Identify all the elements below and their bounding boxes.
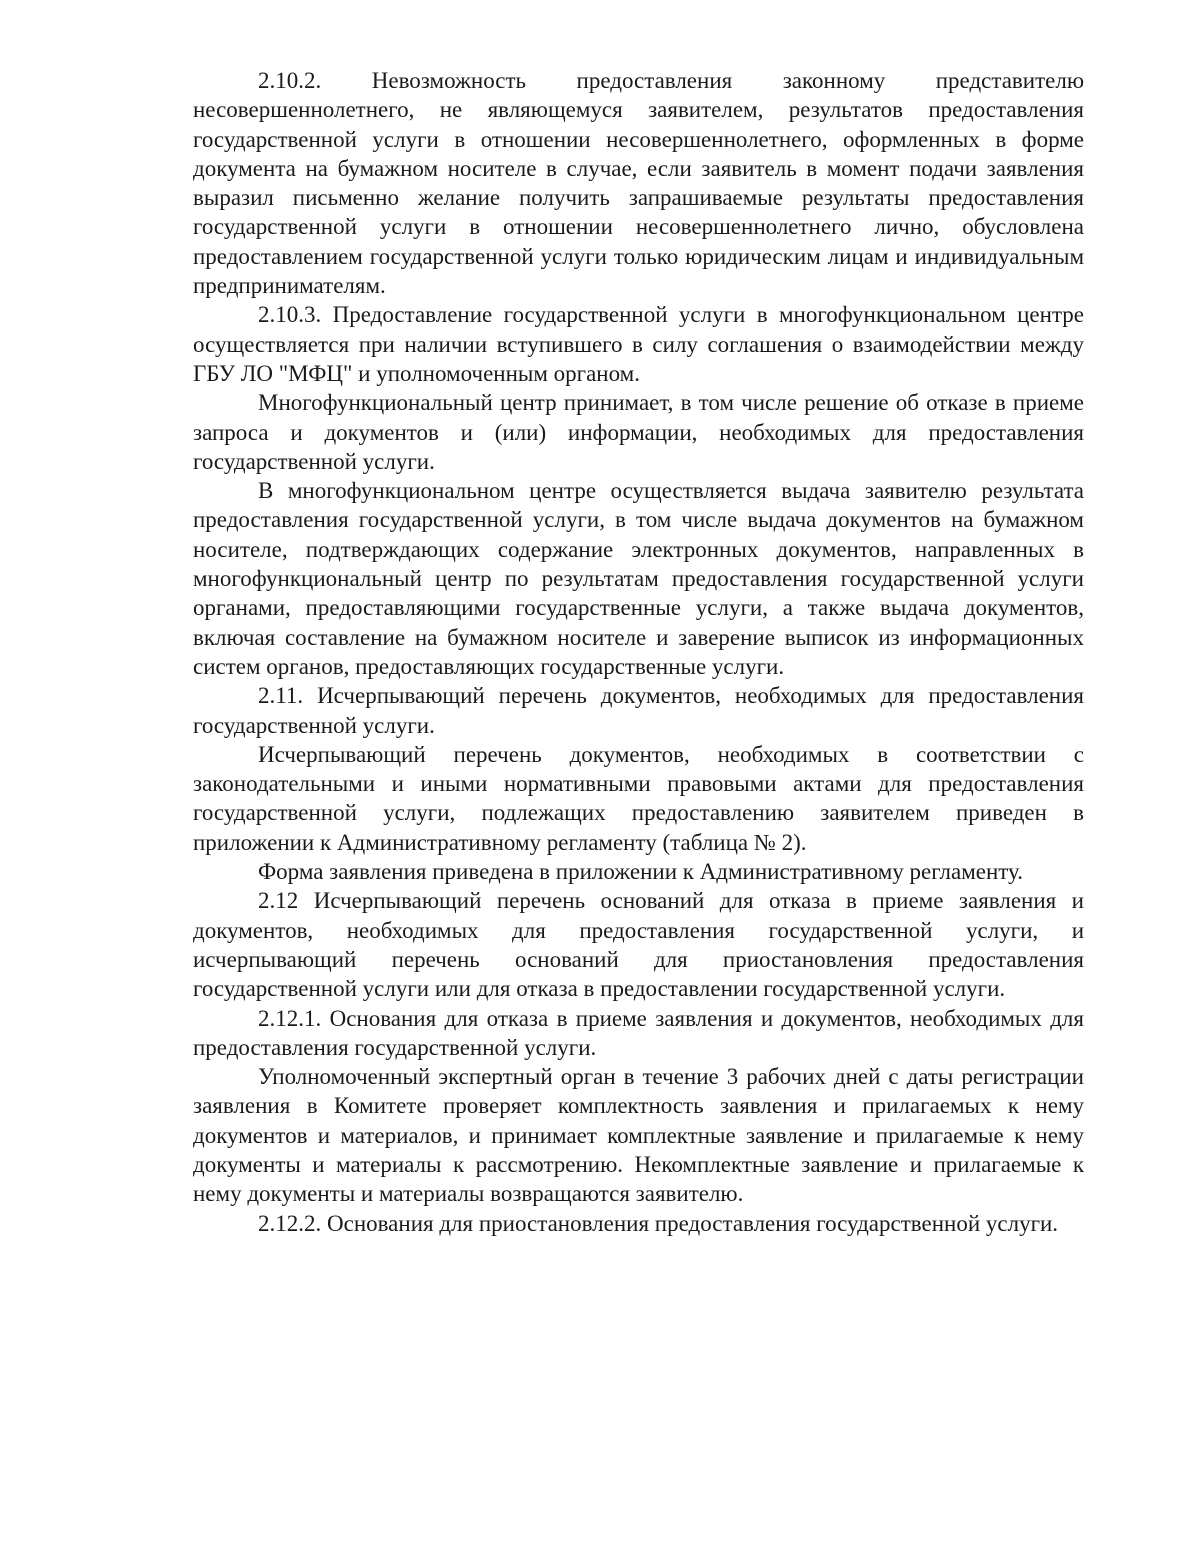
paragraph-2-12: 2.12 Исчерпывающий перечень оснований для отказа в приеме заявления и документов, необходимых для предоставления государственной услуги, и исчерпывающий перечень оснований для приостановления предоставления государственной услуги или для отказа в предоставлении государственной услуги.: [193, 888, 1084, 1002]
paragraph-2-11: 2.11. Исчерпывающий перечень документов, необходимых для предоставления государственной услуги.: [193, 683, 1084, 738]
paragraph-2-12-2: 2.12.2. Основания для приостановления предоставления государственной услуги.: [258, 1210, 1059, 1236]
paragraph-2-10-3: 2.10.3. Предоставление государственной услуги в многофункциональном центре осуществляется при наличии вступившего в силу соглашения о взаимодействии между ГБУ ЛО "МФЦ" и уполномоченным органом.: [193, 302, 1084, 386]
paragraph-2-10-2: 2.10.2. Невозможность предоставления законному представителю несовершеннолетнего, не являющемуся заявителем, результатов предоставления государственной услуги в отношении несовершеннолетнего, оформленных в форме документа на бумажном носителе в случае, если заявитель в момент подачи заявления выразил письменно желание получить запрашиваемые результаты предоставления государственной услуги в отношении несовершеннолетнего лично, обусловлена предоставлением государственной услуги только юридическим лицам и индивидуальным предпринимателям.: [193, 68, 1084, 299]
paragraph-expert-review: Уполномоченный экспертный орган в течение 3 рабочих дней с даты регистрации заявления в Комитете проверяет комплектность заявления и прилагаемых к нему документов и материалов, и принимает комплектные заявление и прилагаемые к нему документы и материалы к рассмотрению. Некомплектные заявление и прилагаемые к нему документы и материалы возвращаются заявителю.: [193, 1064, 1084, 1207]
paragraph-mfc-refusal: Многофункциональный центр принимает, в том числе решение об отказе в приеме запроса и документов и (или) информации, необходимых для предоставления государственной услуги.: [193, 390, 1084, 474]
paragraph-documents-list: Исчерпывающий перечень документов, необходимых в соответствии с законодательными и иными нормативными правовыми актами для предоставления государственной услуги, подлежащих предоставлению заявителем приведен в приложении к Административному регламенту (таблица № 2).: [193, 741, 1084, 855]
document-page: [193, 66, 1084, 1238]
paragraph-application-form: Форма заявления приведена в приложении к Административному регламенту.: [258, 859, 1023, 885]
paragraph-2-12-1: 2.12.1. Основания для отказа в приеме заявления и документов, необходимых для предоставления государственной услуги.: [193, 1005, 1084, 1060]
paragraph-mfc-issuance: В многофункциональном центре осуществляется выдача заявителю результата предоставления государственной услуги, в том числе выдача документов на бумажном носителе, подтверждающих содержание электронных документов, направленных в многофункциональный центр по результатам предоставления государственной услуги органами, предоставляющими государственные услуги, а также выдача документов, включая составление на бумажном носителе и заверение выписок из информационных систем органов, предоставляющих государственные услуги.: [193, 478, 1084, 679]
